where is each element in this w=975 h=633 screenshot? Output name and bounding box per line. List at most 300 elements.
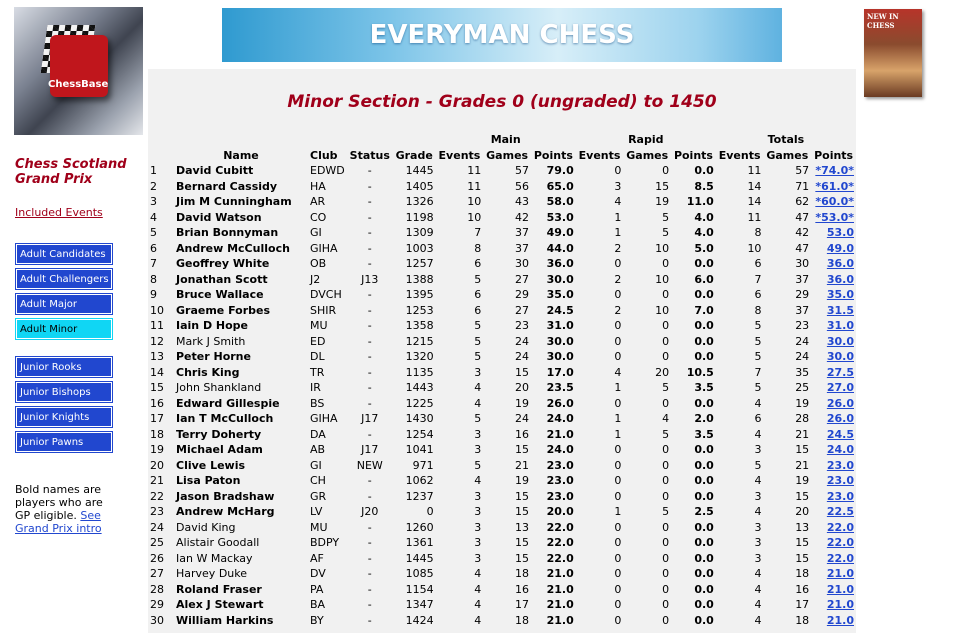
group-header-row bbox=[148, 132, 856, 148]
player-name: David King bbox=[176, 520, 236, 534]
status-cell: - bbox=[367, 319, 372, 333]
player-name: Andrew McHarg bbox=[176, 505, 275, 519]
total-points-link[interactable]: 23.0 bbox=[826, 489, 854, 503]
total-games-cell: 37 bbox=[795, 303, 810, 317]
main-events-cell: 5 bbox=[474, 350, 482, 364]
status-cell: J17 bbox=[361, 443, 379, 457]
nav-junior-bishops[interactable]: Junior Bishops bbox=[16, 382, 112, 402]
total-points-cell bbox=[811, 163, 856, 179]
total-events-cell: 5 bbox=[754, 458, 762, 472]
rapid-points-cell: 6.0 bbox=[694, 272, 714, 286]
total-games-cell: 15 bbox=[795, 489, 810, 503]
rapid-points-cell: 0.0 bbox=[694, 551, 714, 565]
player-name: Iain D Hope bbox=[176, 319, 249, 333]
total-events-cell: 4 bbox=[754, 613, 762, 627]
results-table bbox=[148, 132, 856, 628]
main-games-cell: 15 bbox=[515, 365, 529, 379]
main-events-cell: 5 bbox=[474, 412, 482, 426]
rapid-games-cell: 0 bbox=[662, 489, 670, 503]
total-games-cell: 17 bbox=[795, 598, 810, 612]
total-events-cell: 5 bbox=[754, 319, 762, 333]
new-in-chess-magazine-cover[interactable] bbox=[864, 9, 922, 97]
status-cell: - bbox=[367, 474, 372, 488]
total-games-cell: 35 bbox=[795, 365, 810, 379]
main-events-cell: 3 bbox=[474, 489, 482, 503]
total-points-link[interactable]: 26.0 bbox=[826, 412, 854, 426]
rapid-events-cell: 0 bbox=[614, 520, 622, 534]
grade-cell: 1253 bbox=[405, 303, 434, 317]
grade-cell: 1445 bbox=[405, 164, 434, 178]
table-row bbox=[148, 396, 856, 412]
total-points-link[interactable]: 21.0 bbox=[826, 582, 854, 596]
player-name: Bruce Wallace bbox=[176, 288, 264, 302]
grade-cell: 1135 bbox=[405, 365, 434, 379]
club-cell: LV bbox=[310, 505, 323, 519]
col-name: Name bbox=[223, 148, 259, 162]
total-points-link[interactable]: 30.0 bbox=[826, 350, 854, 364]
rapid-points-cell: 0.0 bbox=[694, 350, 714, 364]
player-name: Terry Doherty bbox=[176, 427, 262, 441]
main-events-cell: 6 bbox=[474, 288, 482, 302]
status-cell: - bbox=[367, 350, 372, 364]
rapid-games-cell: 0 bbox=[662, 334, 670, 348]
rank-cell: 13 bbox=[150, 350, 164, 364]
rapid-games-cell: 0 bbox=[662, 458, 670, 472]
player-name: Andrew McCulloch bbox=[176, 241, 290, 255]
total-events-cell: 14 bbox=[747, 179, 762, 193]
rank-cell: 27 bbox=[150, 567, 164, 581]
total-points-cell bbox=[811, 334, 856, 350]
total-events-cell: 11 bbox=[747, 164, 762, 178]
club-cell: DA bbox=[310, 427, 326, 441]
rapid-events-cell: 0 bbox=[614, 350, 622, 364]
main-events-cell: 3 bbox=[474, 536, 482, 550]
status-cell: - bbox=[367, 427, 372, 441]
total-points-link[interactable]: *60.0* bbox=[815, 195, 854, 209]
main-events-cell: 11 bbox=[467, 164, 482, 178]
rapid-points-cell: 0.0 bbox=[694, 582, 714, 596]
rapid-games-cell: 0 bbox=[662, 350, 670, 364]
table-row bbox=[148, 489, 856, 505]
nav-adult-challengers[interactable]: Adult Challengers bbox=[16, 269, 112, 289]
rank-cell: 16 bbox=[150, 396, 164, 410]
rapid-points-cell: 10.5 bbox=[686, 365, 714, 379]
col-total-events: Events bbox=[718, 148, 761, 162]
total-events-cell: 4 bbox=[754, 567, 762, 581]
rank-cell: 10 bbox=[150, 303, 164, 317]
main-events-cell: 4 bbox=[474, 396, 482, 410]
total-points-link[interactable]: 26.0 bbox=[826, 396, 854, 410]
table-row bbox=[148, 194, 856, 210]
rank-cell: 29 bbox=[150, 598, 164, 612]
main-games-cell: 15 bbox=[515, 505, 529, 519]
total-points-link[interactable]: 30.0 bbox=[826, 334, 854, 348]
rapid-points-cell: 0.0 bbox=[694, 257, 714, 271]
rapid-points-cell: 0.0 bbox=[694, 458, 714, 472]
grade-cell: 1260 bbox=[405, 520, 434, 534]
rapid-events-cell: 0 bbox=[614, 489, 622, 503]
nav-junior-pawns[interactable]: Junior Pawns bbox=[16, 432, 112, 452]
player-name: Peter Horne bbox=[176, 350, 251, 364]
col-total-games: Games bbox=[766, 148, 809, 162]
rapid-games-cell: 5 bbox=[662, 210, 670, 224]
rank-cell: 15 bbox=[150, 381, 164, 395]
rapid-points-cell: 0.0 bbox=[694, 520, 714, 534]
main-points-cell: 49.0 bbox=[546, 226, 574, 240]
main-points-cell: 23.5 bbox=[546, 381, 574, 395]
main-events-cell: 11 bbox=[467, 179, 482, 193]
total-points-link[interactable]: *74.0* bbox=[815, 164, 854, 178]
main-games-cell: 13 bbox=[515, 520, 529, 534]
rapid-events-cell: 0 bbox=[614, 257, 622, 271]
grade-cell: 1443 bbox=[405, 381, 434, 395]
main-games-cell: 27 bbox=[515, 303, 529, 317]
grade-cell: 1062 bbox=[405, 474, 434, 488]
main-points-cell: 24.5 bbox=[546, 303, 574, 317]
main-group-header: Main bbox=[490, 133, 521, 147]
total-points-cell bbox=[811, 303, 856, 319]
total-points-cell bbox=[811, 272, 856, 288]
magazine-title: NEW IN CHESS bbox=[867, 12, 899, 30]
total-events-cell: 4 bbox=[754, 582, 762, 596]
grade-cell: 1215 bbox=[405, 334, 434, 348]
total-points-link[interactable]: 27.5 bbox=[826, 365, 854, 379]
main-events-cell: 5 bbox=[474, 334, 482, 348]
total-points-link[interactable]: 36.0 bbox=[826, 257, 854, 271]
rapid-points-cell: 0.0 bbox=[694, 319, 714, 333]
club-cell: GR bbox=[310, 489, 327, 503]
status-cell: J20 bbox=[361, 505, 379, 519]
status-cell: - bbox=[367, 179, 372, 193]
total-points-link[interactable]: 31.5 bbox=[826, 303, 854, 317]
player-name: John Shankland bbox=[176, 381, 262, 395]
rapid-points-cell: 0.0 bbox=[694, 443, 714, 457]
club-cell: GI bbox=[310, 226, 322, 240]
club-cell: GIHA bbox=[310, 241, 338, 255]
rapid-games-cell: 0 bbox=[662, 598, 670, 612]
rank-cell: 12 bbox=[150, 334, 164, 348]
total-events-cell: 4 bbox=[754, 598, 762, 612]
main-games-cell: 23 bbox=[515, 319, 529, 333]
total-events-cell: 4 bbox=[754, 474, 762, 488]
main-games-cell: 18 bbox=[515, 567, 529, 581]
rapid-events-cell: 0 bbox=[614, 334, 622, 348]
club-cell: PA bbox=[310, 582, 324, 596]
table-row bbox=[148, 442, 856, 458]
everyman-chess-banner[interactable] bbox=[222, 8, 782, 62]
status-cell: - bbox=[367, 210, 372, 224]
status-cell: - bbox=[367, 551, 372, 565]
total-points-link[interactable]: 22.0 bbox=[826, 551, 854, 565]
grade-cell: 971 bbox=[412, 458, 434, 472]
main-points-cell: 31.0 bbox=[546, 319, 574, 333]
total-games-cell: 23 bbox=[795, 319, 810, 333]
main-events-cell: 3 bbox=[474, 427, 482, 441]
rapid-points-cell: 0.0 bbox=[694, 567, 714, 581]
main-points-cell: 22.0 bbox=[546, 520, 574, 534]
total-points-link[interactable]: 35.0 bbox=[826, 288, 854, 302]
included-events-link[interactable]: Included Events bbox=[15, 206, 103, 219]
rank-cell: 18 bbox=[150, 427, 164, 441]
rapid-points-cell: 0.0 bbox=[694, 164, 714, 178]
table-row bbox=[148, 225, 856, 241]
rapid-points-cell: 4.0 bbox=[694, 210, 714, 224]
total-points-cell bbox=[811, 380, 856, 396]
grade-cell: 1003 bbox=[405, 241, 434, 255]
status-cell: - bbox=[367, 226, 372, 240]
club-cell: BDPY bbox=[310, 536, 340, 550]
rapid-events-cell: 0 bbox=[614, 598, 622, 612]
player-name: Jason Bradshaw bbox=[176, 489, 275, 503]
rapid-events-cell: 2 bbox=[614, 303, 622, 317]
rapid-events-cell: 0 bbox=[614, 458, 622, 472]
total-events-cell: 5 bbox=[754, 350, 762, 364]
total-games-cell: 24 bbox=[795, 334, 810, 348]
main-points-cell: 26.0 bbox=[546, 396, 574, 410]
table-row bbox=[148, 163, 856, 179]
status-cell: - bbox=[367, 396, 372, 410]
gp-eligibility-note bbox=[15, 483, 115, 535]
status-cell: NEW bbox=[356, 458, 383, 472]
total-points-link[interactable]: 23.0 bbox=[826, 458, 854, 472]
rank-cell: 17 bbox=[150, 412, 164, 426]
player-name: Alistair Goodall bbox=[176, 536, 260, 550]
total-points-link[interactable]: 21.0 bbox=[826, 613, 854, 627]
rapid-games-cell: 19 bbox=[655, 195, 670, 209]
nav-adult-candidates[interactable]: Adult Candidates bbox=[16, 244, 112, 264]
rapid-events-cell: 1 bbox=[614, 505, 622, 519]
total-points-link[interactable]: *61.0* bbox=[815, 179, 854, 193]
grade-cell: 1320 bbox=[405, 350, 434, 364]
total-events-cell: 3 bbox=[754, 536, 762, 550]
total-events-cell: 6 bbox=[754, 412, 762, 426]
total-points-cell bbox=[811, 287, 856, 303]
total-points-link[interactable]: 24.0 bbox=[826, 443, 854, 457]
total-points-link[interactable]: 21.0 bbox=[826, 567, 854, 581]
total-points-link[interactable]: 27.0 bbox=[826, 381, 854, 395]
total-games-cell: 28 bbox=[795, 412, 810, 426]
club-cell: IR bbox=[310, 381, 321, 395]
main-events-cell: 3 bbox=[474, 365, 482, 379]
main-points-cell: 36.0 bbox=[546, 257, 574, 271]
total-points-cell bbox=[811, 210, 856, 226]
rapid-events-cell: 0 bbox=[614, 582, 622, 596]
total-points-cell bbox=[811, 504, 856, 520]
grade-cell: 0 bbox=[426, 505, 434, 519]
total-games-cell: 29 bbox=[795, 288, 810, 302]
rank-cell: 4 bbox=[150, 210, 157, 224]
rank-cell: 25 bbox=[150, 536, 164, 550]
total-games-cell: 21 bbox=[795, 427, 810, 441]
club-cell: TR bbox=[310, 365, 325, 379]
table-row bbox=[148, 582, 856, 598]
club-cell: GIHA bbox=[310, 412, 338, 426]
total-points-cell bbox=[811, 582, 856, 598]
club-cell: MU bbox=[310, 319, 328, 333]
club-cell: AR bbox=[310, 195, 326, 209]
total-points-cell bbox=[811, 318, 856, 334]
total-points-link[interactable]: 22.0 bbox=[826, 520, 854, 534]
rapid-points-cell: 0.0 bbox=[694, 288, 714, 302]
rapid-games-cell: 0 bbox=[662, 582, 670, 596]
total-games-cell: 19 bbox=[795, 396, 810, 410]
table-row bbox=[148, 458, 856, 474]
table-row bbox=[148, 380, 856, 396]
total-events-cell: 10 bbox=[747, 241, 762, 255]
rapid-events-cell: 0 bbox=[614, 551, 622, 565]
total-games-cell: 19 bbox=[795, 474, 810, 488]
total-events-cell: 4 bbox=[754, 505, 762, 519]
player-name: Bernard Cassidy bbox=[176, 179, 278, 193]
rank-cell: 28 bbox=[150, 582, 164, 596]
player-name: William Harkins bbox=[176, 613, 274, 627]
rapid-points-cell: 0.0 bbox=[694, 613, 714, 627]
club-cell: CO bbox=[310, 210, 327, 224]
main-events-cell: 5 bbox=[474, 458, 482, 472]
player-name: Harvey Duke bbox=[176, 567, 248, 581]
total-games-cell: 47 bbox=[795, 210, 810, 224]
main-events-cell: 4 bbox=[474, 613, 482, 627]
rapid-points-cell: 0.0 bbox=[694, 489, 714, 503]
status-cell: - bbox=[367, 598, 372, 612]
player-name: Geoffrey White bbox=[176, 257, 270, 271]
total-points-link[interactable]: 24.5 bbox=[826, 427, 854, 441]
rapid-events-cell: 0 bbox=[614, 396, 622, 410]
total-games-cell: 57 bbox=[795, 164, 810, 178]
total-games-cell: 24 bbox=[795, 350, 810, 364]
chessbase-logo[interactable] bbox=[14, 7, 143, 135]
grand-prix-intro-link[interactable]: See Grand Prix intro bbox=[15, 509, 102, 535]
nav-adult-minor[interactable]: Adult Minor bbox=[16, 319, 112, 339]
rank-cell: 21 bbox=[150, 474, 164, 488]
total-points-cell bbox=[811, 597, 856, 613]
nav-junior-rooks[interactable]: Junior Rooks bbox=[16, 357, 112, 377]
col-main-games: Games bbox=[486, 148, 529, 162]
rapid-events-cell: 0 bbox=[614, 613, 622, 627]
rapid-events-cell: 3 bbox=[614, 179, 622, 193]
total-events-cell: 5 bbox=[754, 381, 762, 395]
player-name: Chris King bbox=[176, 365, 240, 379]
grade-cell: 1445 bbox=[405, 551, 434, 565]
total-games-cell: 30 bbox=[795, 257, 810, 271]
rapid-events-cell: 0 bbox=[614, 443, 622, 457]
table-row bbox=[148, 535, 856, 551]
col-rapid-points: Points bbox=[673, 148, 713, 162]
table-row bbox=[148, 303, 856, 319]
rapid-games-cell: 5 bbox=[662, 381, 670, 395]
total-games-cell: 25 bbox=[795, 381, 810, 395]
rapid-games-cell: 0 bbox=[662, 613, 670, 627]
main-games-cell: 19 bbox=[515, 474, 529, 488]
total-points-link[interactable]: 49.0 bbox=[826, 241, 854, 255]
main-events-cell: 3 bbox=[474, 505, 482, 519]
status-cell: J13 bbox=[361, 272, 379, 286]
player-name: Alex J Stewart bbox=[176, 598, 264, 612]
total-points-cell bbox=[811, 349, 856, 365]
total-points-link[interactable]: 22.0 bbox=[826, 536, 854, 550]
table-row bbox=[148, 365, 856, 381]
total-points-cell bbox=[811, 613, 856, 629]
main-points-cell: 23.0 bbox=[546, 458, 574, 472]
total-points-link[interactable]: 22.5 bbox=[826, 505, 854, 519]
rank-cell: 9 bbox=[150, 288, 157, 302]
main-points-cell: 22.0 bbox=[546, 536, 574, 550]
rapid-points-cell: 0.0 bbox=[694, 396, 714, 410]
main-events-cell: 10 bbox=[467, 195, 482, 209]
status-cell: - bbox=[367, 288, 372, 302]
rapid-points-cell: 5.0 bbox=[694, 241, 714, 255]
rapid-events-cell: 0 bbox=[614, 164, 622, 178]
main-points-cell: 21.0 bbox=[546, 613, 574, 627]
total-games-cell: 15 bbox=[795, 536, 810, 550]
status-cell: - bbox=[367, 567, 372, 581]
table-row bbox=[148, 597, 856, 613]
club-cell: EDWD bbox=[310, 164, 345, 178]
table-row bbox=[148, 210, 856, 226]
table-row bbox=[148, 566, 856, 582]
table-row bbox=[148, 551, 856, 567]
total-points-link[interactable]: *53.0* bbox=[815, 210, 854, 224]
nav-adult-major[interactable]: Adult Major bbox=[16, 294, 112, 314]
rapid-points-cell: 0.0 bbox=[694, 598, 714, 612]
player-name: Ian T McCulloch bbox=[176, 412, 274, 426]
total-points-link[interactable]: 36.0 bbox=[826, 272, 854, 286]
total-points-link[interactable]: 23.0 bbox=[826, 474, 854, 488]
rapid-games-cell: 4 bbox=[662, 412, 670, 426]
main-games-cell: 29 bbox=[515, 288, 529, 302]
total-games-cell: 15 bbox=[795, 443, 810, 457]
status-cell: - bbox=[367, 536, 372, 550]
rapid-points-cell: 11.0 bbox=[686, 195, 714, 209]
grade-cell: 1154 bbox=[405, 582, 434, 596]
rapid-games-cell: 0 bbox=[662, 257, 670, 271]
main-points-cell: 21.0 bbox=[546, 582, 574, 596]
nav-junior-knights[interactable]: Junior Knights bbox=[16, 407, 112, 427]
total-events-cell: 8 bbox=[754, 303, 762, 317]
total-points-link[interactable]: 53.0 bbox=[826, 226, 854, 240]
rapid-games-cell: 0 bbox=[662, 396, 670, 410]
main-games-cell: 15 bbox=[515, 489, 529, 503]
rapid-games-cell: 0 bbox=[662, 288, 670, 302]
main-events-cell: 8 bbox=[474, 241, 482, 255]
main-points-cell: 58.0 bbox=[546, 195, 574, 209]
table-row bbox=[148, 411, 856, 427]
col-total-points: Points bbox=[814, 148, 854, 162]
total-points-link[interactable]: 21.0 bbox=[826, 598, 854, 612]
rapid-games-cell: 0 bbox=[662, 551, 670, 565]
total-points-cell bbox=[811, 241, 856, 257]
rapid-events-cell: 1 bbox=[614, 412, 622, 426]
main-points-cell: 23.0 bbox=[546, 489, 574, 503]
sidebar-title: Chess Scotland Grand Prix bbox=[15, 157, 127, 187]
rapid-games-cell: 0 bbox=[662, 520, 670, 534]
total-points-cell bbox=[811, 489, 856, 505]
rapid-games-cell: 0 bbox=[662, 164, 670, 178]
rapid-events-cell: 1 bbox=[614, 210, 622, 224]
club-cell: J2 bbox=[310, 272, 321, 286]
table-row bbox=[148, 520, 856, 536]
status-cell: - bbox=[367, 520, 372, 534]
col-club: Club bbox=[310, 148, 338, 162]
main-events-cell: 4 bbox=[474, 381, 482, 395]
table-row bbox=[148, 318, 856, 334]
rapid-games-cell: 5 bbox=[662, 505, 670, 519]
club-cell: CH bbox=[310, 474, 326, 488]
rapid-games-cell: 0 bbox=[662, 474, 670, 488]
total-points-link[interactable]: 31.0 bbox=[826, 319, 854, 333]
player-name: David Watson bbox=[176, 210, 262, 224]
total-games-cell: 21 bbox=[795, 458, 810, 472]
